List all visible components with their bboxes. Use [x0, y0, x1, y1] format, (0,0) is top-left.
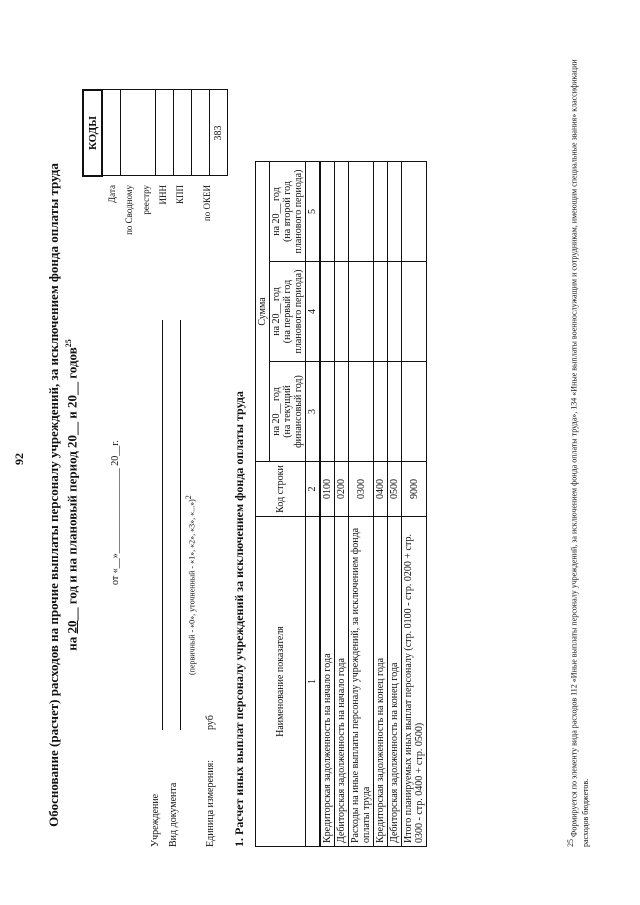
subtitle-year: 20: [64, 620, 80, 634]
table-row: [402, 162, 427, 847]
doc-type-hint-ref: 2: [184, 495, 193, 500]
codes-label: по ОКЕИ: [202, 185, 212, 222]
page-number: 92: [12, 453, 26, 465]
row-name: Расходы на иные выплаты персоналу учреждений, за исключением фонда оплаты труда: [349, 517, 374, 847]
header-year-second-a: на 20__ год: [271, 187, 282, 236]
document-title: Обоснование (расчет) расходов на прочие выплаты персоналу учреждений, за исключением фонда оплаты труда: [46, 163, 61, 827]
table-row: [374, 162, 388, 847]
header-year-first-a: на 20__ год: [271, 287, 282, 336]
header-year-current-b: (на текущий финансовый год): [282, 375, 304, 448]
table-header-row: [256, 162, 270, 847]
column-numbers-row: [306, 162, 321, 847]
row-name: Кредиторская задолженность на начало года: [320, 517, 335, 847]
sum-cell[interactable]: [320, 262, 335, 362]
code-kpp-cell[interactable]: [174, 90, 192, 176]
table-row: [388, 162, 402, 847]
header-year-second-b: (на второй год планового периода): [282, 169, 304, 254]
doc-type-hint: [184, 495, 197, 675]
doc-type-hint-text: (первичный - «0», уточненный - «1», «2», «3», «...»): [187, 499, 197, 675]
subtitle-footnote-ref: 25: [64, 339, 73, 348]
doc-type-label: Вид документа: [168, 782, 179, 847]
unit-value: руб: [205, 715, 216, 730]
header-year-first-b: (на первый год планового периода): [282, 269, 304, 354]
code-blank-cell[interactable]: [192, 90, 210, 176]
row-code: 0200: [335, 462, 349, 517]
subtitle-part-1: на: [64, 633, 80, 651]
col-number: 4: [306, 262, 321, 362]
col-number: 3: [306, 362, 321, 462]
institution-line: [162, 320, 163, 730]
row-name: Итого планируемых иных выплат персоналу (стр. 0100 - стр. 0200 + стр. 0300 - стр. 0400 + стр. 0500): [402, 517, 427, 847]
sum-cell[interactable]: [374, 162, 388, 262]
codes-label: Дата: [107, 185, 117, 203]
sum-cell[interactable]: [402, 362, 427, 462]
footnote-text: Формируется по элементу вида расходов 112 «Иные выплаты персоналу учреждений, за исключением фонда оплаты труда», 134 «Иные выплаты военнослужащим и сотрудникам, имеющим специальные звания» классификации расходов бюджетов.: [569, 59, 590, 847]
sum-cell[interactable]: [335, 262, 349, 362]
calculation-table: [255, 161, 427, 847]
col-number: 5: [306, 162, 321, 262]
header-sum: Сумма: [256, 162, 270, 462]
sum-cell[interactable]: [388, 262, 402, 362]
sum-cell[interactable]: [349, 362, 374, 462]
codes-label: КПП: [175, 185, 185, 205]
doc-type-line: [180, 320, 181, 730]
codes-header: КОДЫ: [83, 90, 102, 176]
code-okei-cell: 383: [210, 90, 228, 176]
sum-cell[interactable]: [402, 162, 427, 262]
row-name: Дебиторская задолженность на начало года: [335, 517, 349, 847]
row-code: 0400: [374, 462, 388, 517]
sum-cell[interactable]: [402, 262, 427, 362]
subtitle-part-2: __ год и на плановый период 20__ и 20__ годов: [64, 347, 80, 621]
col-number: 2: [306, 462, 321, 517]
document-subtitle: [64, 145, 80, 845]
sum-cell[interactable]: [388, 162, 402, 262]
codes-label: реестру: [141, 185, 151, 215]
sum-cell[interactable]: [335, 162, 349, 262]
code-date-cell[interactable]: [102, 90, 121, 176]
table-row: [349, 162, 374, 847]
header-year-current: [270, 362, 306, 462]
sum-cell[interactable]: [349, 162, 374, 262]
table-row: [320, 162, 335, 847]
codes-label: ИНН: [158, 185, 168, 205]
header-name: Наименование показателя: [256, 517, 306, 847]
code-inn-cell[interactable]: [156, 90, 174, 176]
row-code: 9000: [402, 462, 427, 517]
date-line: от «__»_________________ 20__г.: [110, 440, 121, 585]
sum-cell[interactable]: [349, 262, 374, 362]
row-code: 0100: [320, 462, 335, 517]
header-year-first: [270, 262, 306, 362]
unit-label: Единица измерения:: [205, 760, 216, 847]
row-code: 0300: [349, 462, 374, 517]
header-year-second: [270, 162, 306, 262]
code-registry-cell[interactable]: [121, 90, 156, 176]
sum-cell[interactable]: [374, 262, 388, 362]
table-row: [335, 162, 349, 847]
sum-cell[interactable]: [374, 362, 388, 462]
sum-cell[interactable]: [320, 362, 335, 462]
codes-labels: [104, 185, 216, 325]
col-number: 1: [306, 517, 321, 847]
footnote-ref: 25: [566, 839, 575, 847]
sum-cell[interactable]: [320, 162, 335, 262]
institution-label: Учреждение: [150, 793, 161, 847]
header-year-current-a: на 20__ год: [271, 387, 282, 436]
row-code: 0500: [388, 462, 402, 517]
footnote: [565, 47, 591, 847]
codes-table: [82, 89, 228, 177]
section-title: 1. Расчет иных выплат персоналу учреждений за исключением фонда оплаты труда: [232, 391, 246, 847]
sum-cell[interactable]: [388, 362, 402, 462]
sum-cell[interactable]: [335, 362, 349, 462]
codes-label: по Сводному: [124, 185, 134, 235]
row-name: Кредиторская задолженность на конец года: [374, 517, 388, 847]
header-code: Код строки: [256, 462, 306, 517]
row-name: Дебиторская задолженность на конец года: [388, 517, 402, 847]
